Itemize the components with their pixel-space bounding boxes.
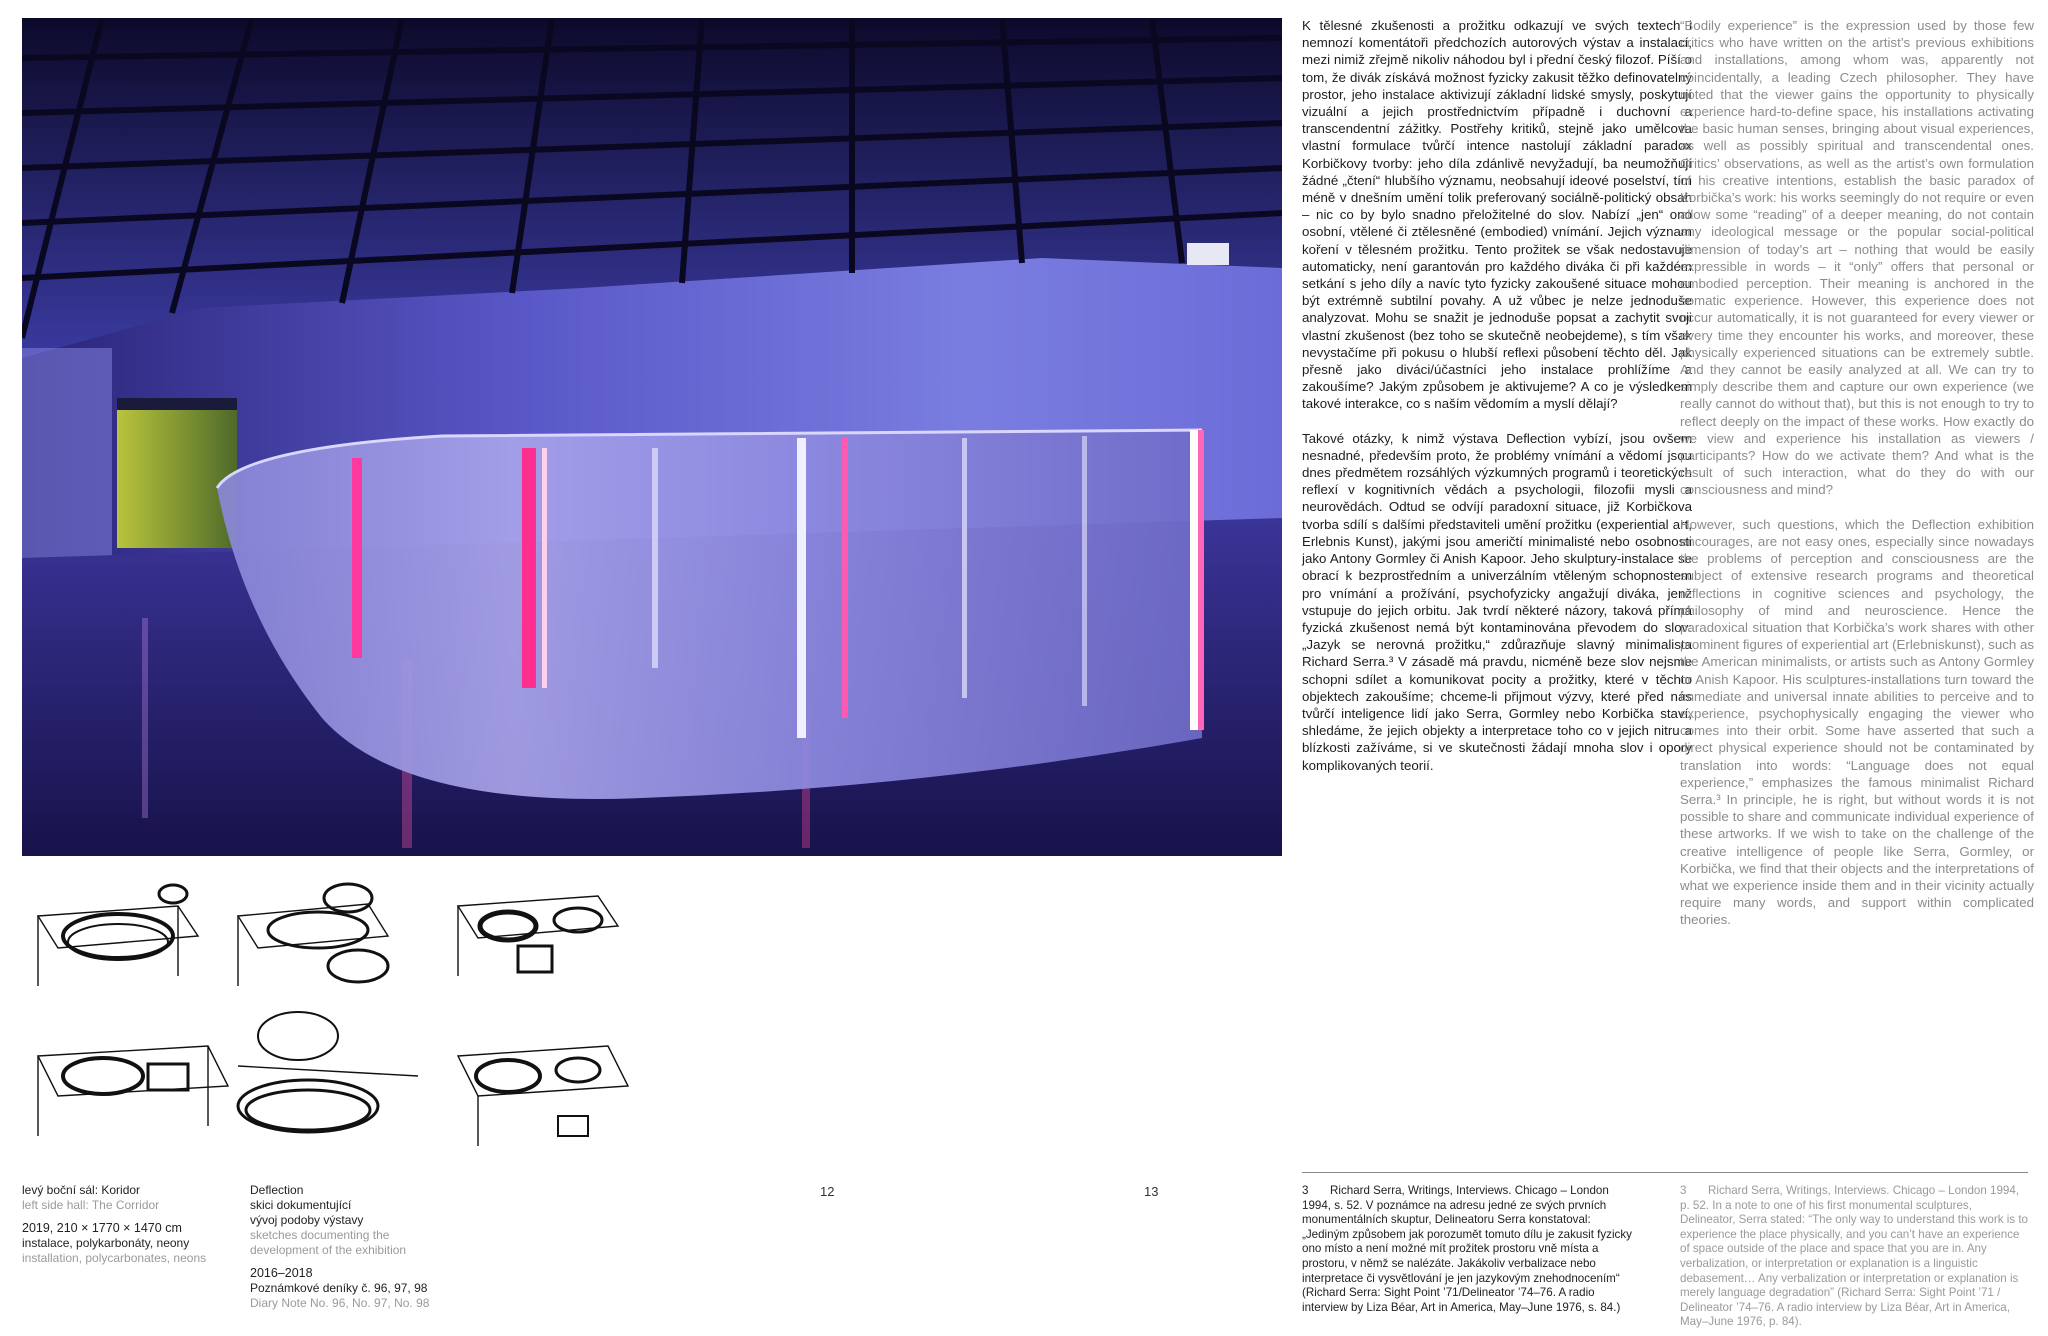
sketch-caption-title: Deflection	[250, 1183, 304, 1197]
footnote-text-cz: Richard Serra, Writings, Interviews. Chicago – London 1994, s. 52. V poznámce na adresu jedné ze svých prvních monumentálních skuptur, Delineatoru Serra konstatoval: „Jediným způsobem jak porozumět tomuto dílu je zakusit fyzicky ono místo a není možné mít prožitek prostoru vně místa a prostoru, v němž se nalézáte. Jakákoliv verbalizace nebo interpretace či vysvětlování je jen jazykovým znehodnocením“ (Richard Serra: Sight Point ’71/Delineator ’74–76. A radio interview by Liza Béar, Art in America, May–June 1976, s. 84.)	[1302, 1184, 1632, 1314]
sketch-caption-diary-en: Diary Note No. 96, No. 97, No. 98	[250, 1296, 430, 1310]
footnote-text-en: Richard Serra, Writings, Interviews. Chicago – London 1994, p. 52. In a note to one of his first monumental sculptures, Delineator, Serra stated: “The only way to understand this work is to experience the place physically, and you can’t have an experience of space outside of the place and space that you are in. Any verbalization, or interpretation or explanation is a linguistic debasement… Any verbalization or interpretation or explanation is merely language degradation” (Richard Serra: Sight Point ’71 / Delineator ’74–76. A radio interview by Liza Béar, Art in America, May–June 1976, p. 84).	[1680, 1184, 2028, 1329]
page-number-right: 13	[1144, 1184, 1159, 1199]
sketch-caption-line1-en: sketches documenting the	[250, 1228, 390, 1242]
exhibition-photo	[22, 18, 1282, 856]
sketch-6	[458, 1046, 628, 1146]
footnote-number-en: 3	[1680, 1184, 1687, 1197]
body-text-english	[1680, 17, 2034, 946]
sketch-caption-diary-cz: Poznámkové deníky č. 96, 97, 98	[250, 1281, 428, 1295]
sketch-caption	[250, 1183, 450, 1311]
footnote-number-cz: 3	[1302, 1184, 1309, 1197]
caption-material-en: installation, polycarbonates, neons	[22, 1251, 207, 1265]
page-number-left: 12	[820, 1184, 835, 1199]
caption-title-cz: levý boční sál: Koridor	[22, 1183, 141, 1197]
sketch-caption-line1-cz: skici dokumentující	[250, 1198, 352, 1212]
sketch-caption-years: 2016–2018	[250, 1266, 313, 1280]
sketch-caption-line2-en: development of the exhibition	[250, 1243, 407, 1257]
paragraph-en-2: However, such questions, which the Deflection exhibition encourages, are not easy ones, especially since nowadays the problems of perception and consciousness are the subject of extensive research programs and theoretical reflections in cognitive sciences and psychology, the philosophy of mind and neuroscience. Hence the paradoxical situation that Korbička’s work shares with other prominent figures of experiential art (Erlebniskunst), such as the American minimalists, or artists such as Antony Gormley or Anish Kapoor. His sculptures-installations turn toward the immediate and universal innate abilities to perceive and to experience, psychophysically engaging the viewer who comes into their orbit. Some have asserted that such a direct physical experience should not be contaminated by translation into words: “Language does not equal experience,” emphasizes the famous minimalist Richard Serra.³ In principle, he is right, but without words it is not possible to share and communicate individual experience of these artworks. If we wish to take on the challenge of the creative intelligence of people like Serra, Gormley, or Korbička, we find that their objects and the interpretations of what we experience inside them and in their vicinity actually require many words, and support within complicated theories.	[1680, 516, 2035, 928]
footnote-english	[1680, 1184, 2030, 1330]
sketch-4	[38, 1046, 228, 1136]
paragraph-cz-2: Takové otázky, k nimž výstava Deflection vybízí, jsou ovšem nesnadné, především proto, že problémy vnímání a vědomí jsou dnes předmětem rozsáhlých výzkumných programů i teoretických reflexí v kognitivních vědách a psychologii, filozofii mysli a neurovědách. Odtud se odvíjí paradoxní situace, již Korbičkova tvorba sdílí s dalšími představiteli umění prožitku (experiential art, Erlebnis Kunst), jakými jsou američtí minimalisté nebo osobnosti jako Antony Gormley či Anish Kapoor. Jeho skulptury-instalace se obrací k bezprostředním a univerzálním vtěleným schopnostem pro vnímání a prožívání, psychofyzicky angažují diváka, jenž vstupuje do jejich orbitu. Jak tvrdí některé názory, taková přímá fyzická zkušenost nemá být kontaminována převodem do slov: „Jazyk se nerovná prožitku,“ zdůrazňuje slavný minimalista Richard Serra.³ V zásadě má pravdu, nicméně beze slov nejsme schopni sdílet a komunikovat pocity a prožitky, které v těchto objektech zakoušíme; chceme-li přijmout výzvy, které před nás tvůrčí inteligence lidí jako Serra, Gormley nebo Korbička staví, shledáme, že jejich objekty a interpretace toho co v jejich nitru a blízkosti zažíváme, si ve skutečnosti žádají mnoha slov i opory komplikovaných teorií.	[1302, 430, 1692, 773]
caption-material-cz: instalace, polykarbonáty, neony	[22, 1236, 190, 1250]
sketch-3	[458, 896, 618, 976]
caption-specs: 2019, 210 × 1770 × 1470 cm	[22, 1221, 182, 1235]
sketch-grid	[28, 876, 668, 1172]
caption-title-en: left side hall: The Corridor	[22, 1198, 160, 1212]
sketch-1	[38, 885, 198, 986]
sketch-5	[238, 1012, 418, 1132]
paragraph-en-1: “Bodily experience” is the expression used by those few critics who have written on the artist’s previous exhibitions and installations, among whom was, apparently not coincidentally, a leading Czech philosopher. They have noted that the viewer gains the opportunity to physically experience hard-to-define space, his installations activating the basic human senses, bringing about visual experiences, as well as possibly spiritual and transcendental ones. Critics’ observations, as well as the artist’s own formulation of his creative intentions, establish the basic paradox of Korbička’s work: his works seemingly do not require or even allow some “reading” of a deeper meaning, do not contain any ideological message or the popular social-political dimension of today’s art – nothing that would be easily expressible in words – it “only” offers that personal or embodied perception. Their meaning is anchored in the somatic experience. However, this experience does not occur automatically, it is not guaranteed for every viewer or every time they encounter his works, and moreover, these physically experienced situations can be extremely subtle. And they cannot be easily analyzed at all. We can try to simply describe them and capture our own experience (we really cannot do without that), but this is not enough to try to reflect deeply on the impact of these works. How exactly do we view and experience his installation as viewers / participants? How do we activate them? And what is the result of such interaction, what do they do with our consciousness and mind?	[1680, 18, 2034, 498]
photo-caption	[22, 1183, 222, 1266]
sketch-2	[238, 884, 388, 986]
footnote-czech	[1302, 1184, 1632, 1315]
paragraph-cz-1: K tělesné zkušenosti a prožitku odkazují ve svých textech i nemnozí komentátoři předchozích autorových výstav a instalací, mezi nimiž zřejmě nikoliv náhodou byl i přední český filozof. Píší o tom, že divák získává možnost fyzicky zakusit těžko definovatelný prostor, jeho instalace aktivizují základní lidské smysly, poskytují vizuální a jejich prostřednictvím případně i duchovní a transcendentní zážitky. Postřehy kritiků, stejně jako umělcova vlastní formulace tvůrčí intence nastolují základní paradox Korbičkovy tvorby: jeho díla zdánlivě nevyžadují, ba neumožňují žádné „čtení“ hlubšího významu, neobsahují ideové poselství, tím méně v dnešním umění tolik preferovaný sociálně-politický obsah – nic co by bylo snadno přeložitelné do slov. Nabízí „jen“ ono osobní, vtělené či ztělesněné (embodied) vnímání. Jejich význam koření v tělesném prožitku. Tento prožitek se však nedostavuje automaticky, není garantován pro každého diváka či při každém setkání s jeho díly a navíc tyto fyzicky zakoušené situace mohou být extrémně subtilní povahy. A už vůbec je nelze jednoduše analyzovat. Mohu se snažit je jednoduše popsat a zachytit svoji vlastní zkušenost (bez toho se skutečně neobejdeme), s tím však nevystačíme při pokusu o hlubší reflexi působení těchto děl. Jak přesně jako diváci/účastníci jeho instalace prohlížíme a zakoušíme? Jakým způsobem je aktivujeme? A co je výsledkem takové interakce, co s naším vědomím a myslí dělají?	[1302, 18, 1692, 412]
footnote-rule	[1302, 1172, 2028, 1173]
sketch-caption-line2-cz: vývoj podoby výstavy	[250, 1213, 364, 1227]
body-text-czech	[1302, 17, 1692, 791]
